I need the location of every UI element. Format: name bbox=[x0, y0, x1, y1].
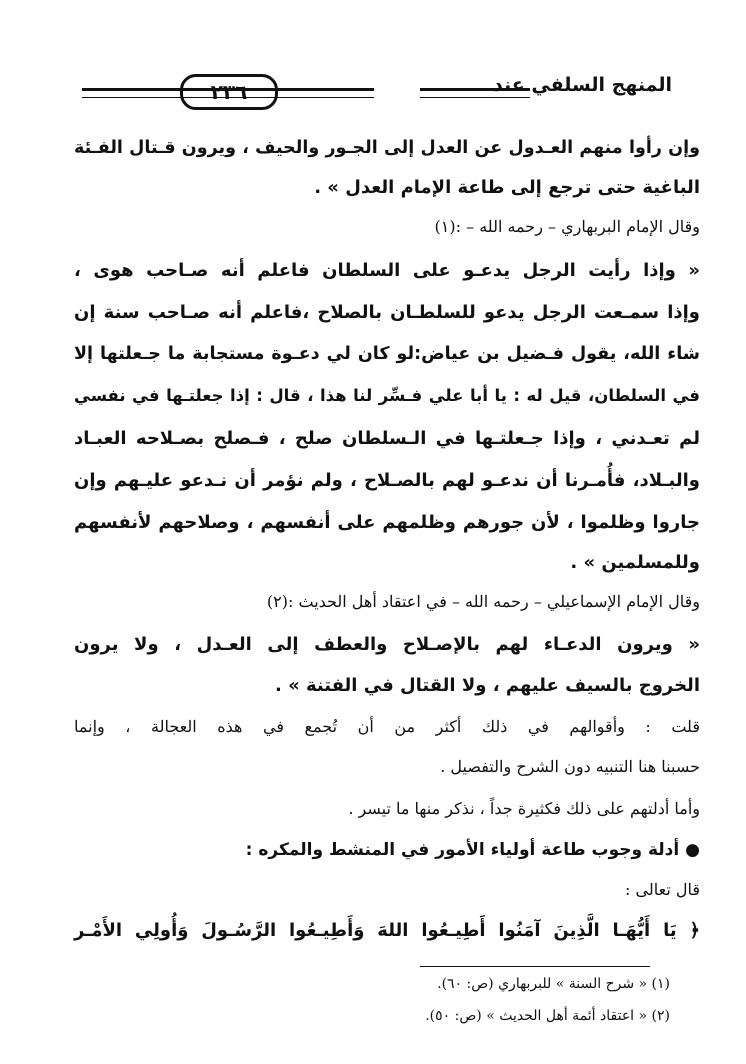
body-line: قال تعالى : bbox=[625, 880, 700, 899]
footnote: (١) « شرح السنة » للبربهاري (ص: ٦٠). bbox=[437, 976, 670, 992]
body-line: وقال الإمام الإسماعيلي – رحمه الله – في اعتقاد أهل الحديث :(٢) bbox=[266, 592, 700, 611]
body-line: الباغية حتى ترجع إلى طاعة الإمام العدل » . bbox=[314, 177, 700, 198]
header-title: المنهج السلفي عند bbox=[493, 74, 672, 96]
header-rule-right bbox=[420, 88, 530, 98]
body-line: الخروج بالسيف عليهم ، ولا القتال في الفتنة » . bbox=[274, 675, 700, 696]
header-rule-left bbox=[82, 88, 374, 98]
footnote-separator bbox=[420, 966, 650, 967]
body-line: وإن رأوا منهم العـدول عن العدل إلى الجـور والحيف ، ويرون قـتال الفـئة bbox=[74, 138, 700, 158]
body-line: وقال الإمام البربهاري – رحمه الله – :(١) bbox=[434, 217, 700, 236]
section-heading: ● أدلة وجوب طاعة أولياء الأمور في المنشط والمكره : bbox=[245, 840, 700, 860]
body-line: « وإذا رأيت الرجل يدعـو على السلطان فاعلم أنه صـاحب هوى ، bbox=[74, 260, 700, 281]
body-line: والبـلاد، فأُمـرنا أن ندعـو لهم بالصـلاح ، ولم نؤمر أن نـدعو عليـهم وإن bbox=[74, 470, 700, 491]
page-number: ٢٣٦ bbox=[180, 74, 278, 110]
quran-verse: ﴿ يَا أَيُّهَـا الَّذِينَ آمَنُوا أَطِيـعُوا اللهَ وَأَطِيـعُوا الرَّسُـولَ وَأُولِي الأَمْـر bbox=[74, 920, 700, 941]
body-line: وللمسلمين » . bbox=[570, 552, 700, 573]
body-line: لم تعـدني ، وإذا جـعلتـها في الـسلطان صلح ، فـصلح بصـلاحه العبـاد bbox=[74, 428, 700, 449]
running-header bbox=[82, 72, 672, 112]
body-line: حسبنا هنا التنبيه دون الشرح والتفصيل . bbox=[440, 757, 700, 776]
body-line: وأما أدلتهم على ذلك فكثيرة جداً ، نذكر منها ما تيسر . bbox=[348, 799, 700, 818]
body-line: جاروا وظلموا ، لأن جورهم وظلمهم على أنفسهم ، وصلاحهم لأنفسهم bbox=[74, 512, 700, 533]
body-line: « ويرون الدعـاء لهم بالإصـلاح والعطف إلى العـدل ، ولا يرون bbox=[74, 634, 700, 655]
footnote: (٢) « اعتقاد أئمة أهل الحديث » (ص: ٥٠). bbox=[425, 1008, 670, 1024]
body-line: في السلطان، قيل له : يا أبا علي فـسِّر لنا هذا ، قال : إذا جعلتـها في نفسي bbox=[74, 386, 700, 405]
body-line: شاء الله، يقول فـضيل بن عياض:لو كان لي دعـوة مستجابة ما جـعلتها إلا bbox=[74, 344, 700, 364]
body-line: وإذا سمـعت الرجل يدعو للسلطـان بالصلاح ،فاعلم أنه صـاحب سنة إن bbox=[74, 302, 700, 323]
body-line: قلت : وأقوالهم في ذلك أكثر من أن تُجمع في هذه العجالة ، وإنما bbox=[74, 717, 700, 736]
